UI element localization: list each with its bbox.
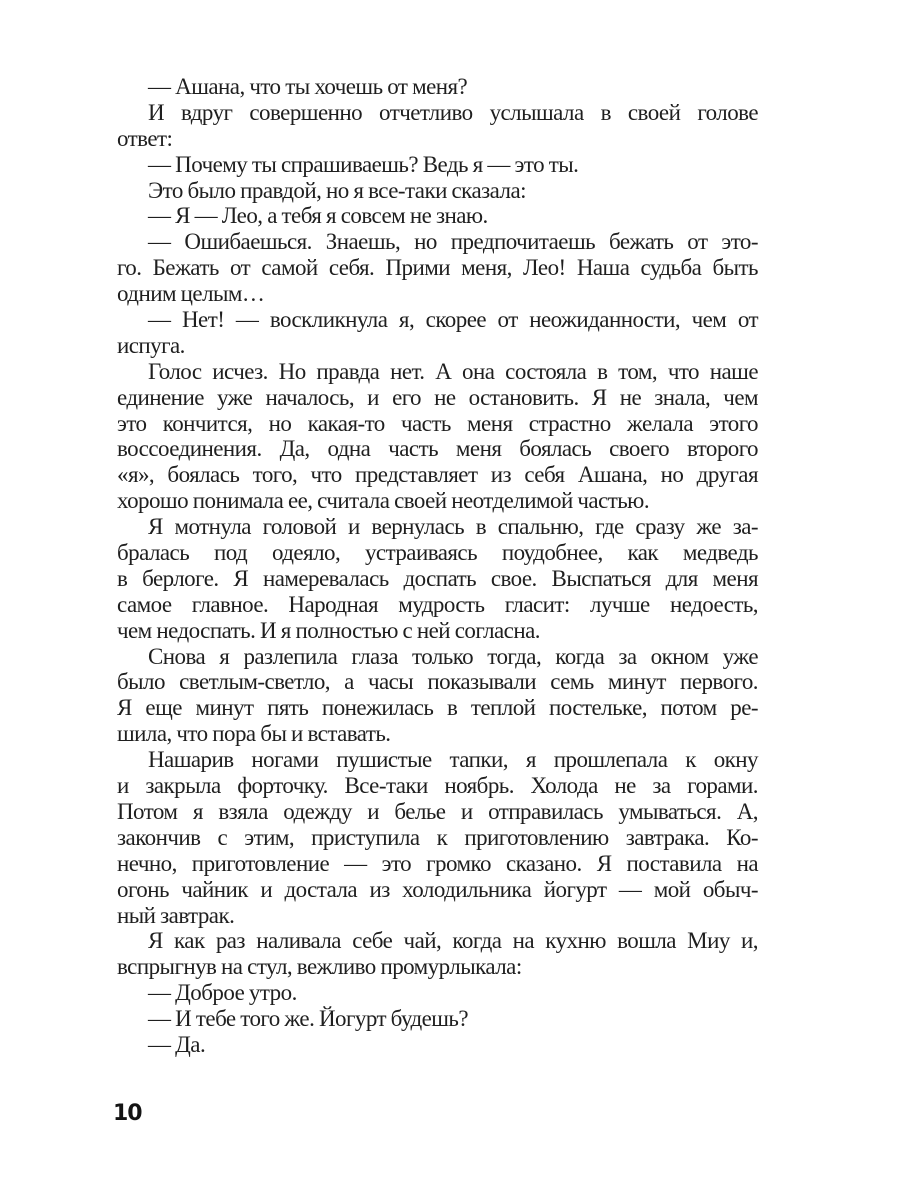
text-line: закончив с этим, приступила к приготовлению завтрака. Ко- [117, 824, 758, 850]
page-number: 10 [113, 1101, 142, 1126]
text-line: испуга. [117, 332, 185, 358]
text-line: — И тебе того же. Йогурт будешь? [148, 1006, 469, 1032]
text-line: единение уже началось, и его не остановить. Я не знала, чем [117, 384, 758, 410]
text-line: Это было правдой, но я все-таки сказала: [148, 177, 526, 203]
text-line: огонь чайник и достала из холодильника йогурт — мой обыч- [117, 876, 758, 902]
text-line: это кончится, но какая-то часть меня страстно желала этого [117, 410, 758, 436]
text-line: «я», боялась того, что представляет из себя Ашана, но другая [117, 462, 758, 488]
text-line: в берлоге. Я намеревалась доспать свое. Выспаться для меня [117, 565, 758, 591]
text-line: чем недоспать. И я полностью с ней согласна. [117, 617, 540, 643]
text-line: одним целым… [117, 281, 265, 307]
text-line: бралась под одеяло, устраиваясь поудобнее, как медведь [117, 540, 758, 566]
text-line: — Нет! — воскликнула я, скорее от неожиданности, чем от [148, 307, 758, 333]
text-line: ответ: [117, 125, 173, 151]
body-text [117, 74, 758, 1058]
text-line: нечно, приготовление — это громко сказано. Я поставила на [117, 850, 758, 876]
text-line: было светлым-светло, а часы показывали семь минут первого. [117, 669, 758, 695]
text-line: и закрыла форточку. Все-таки ноябрь. Холода не за горами. [117, 773, 758, 799]
text-line: — Почему ты спрашиваешь? Ведь я — это ты. [148, 151, 579, 177]
text-line: — Ошибаешься. Знаешь, но предпочитаешь бежать от это- [148, 229, 758, 255]
text-line: го. Бежать от самой себя. Прими меня, Лео! Наша судьба быть [117, 255, 758, 281]
text-line: — Доброе утро. [148, 980, 297, 1006]
text-line: самое главное. Народная мудрость гласит: лучше недоесть, [117, 591, 758, 617]
text-line: Нашарив ногами пушистые тапки, я прошлепала к окну [148, 747, 758, 773]
text-line: хорошо понимала ее, считала своей неотделимой частью. [117, 488, 650, 514]
text-line: Потом я взяла одежду и белье и отправилась умываться. А, [117, 798, 758, 824]
text-line: Я еще минут пять понежилась в теплой постельке, потом ре- [117, 695, 758, 721]
text-line: Я мотнула головой и вернулась в спальню, где сразу же за- [148, 514, 758, 540]
text-line: вспрыгнув на стул, вежливо промурлыкала: [117, 954, 522, 980]
text-line: — Ашана, что ты хочешь от меня? [148, 74, 468, 99]
text-line: — Да. [148, 1031, 206, 1057]
text-line: И вдруг совершенно отчетливо услышала в своей голове [148, 99, 758, 125]
text-line: Снова я разлепила глаза только тогда, когда за окном уже [148, 643, 758, 669]
text-line: воссоединения. Да, одна часть меня боялась своего второго [117, 436, 758, 462]
text-line: Я как раз наливала себе чай, когда на кухню вошла Миу и, [148, 928, 758, 954]
text-line: — Я — Лео, а тебя я совсем не знаю. [148, 203, 488, 229]
text-line: ный завтрак. [117, 902, 235, 928]
text-line: шила, что пора бы и вставать. [117, 721, 391, 747]
text-line: Голос исчез. Но правда нет. А она состояла в том, что наше [148, 358, 758, 384]
